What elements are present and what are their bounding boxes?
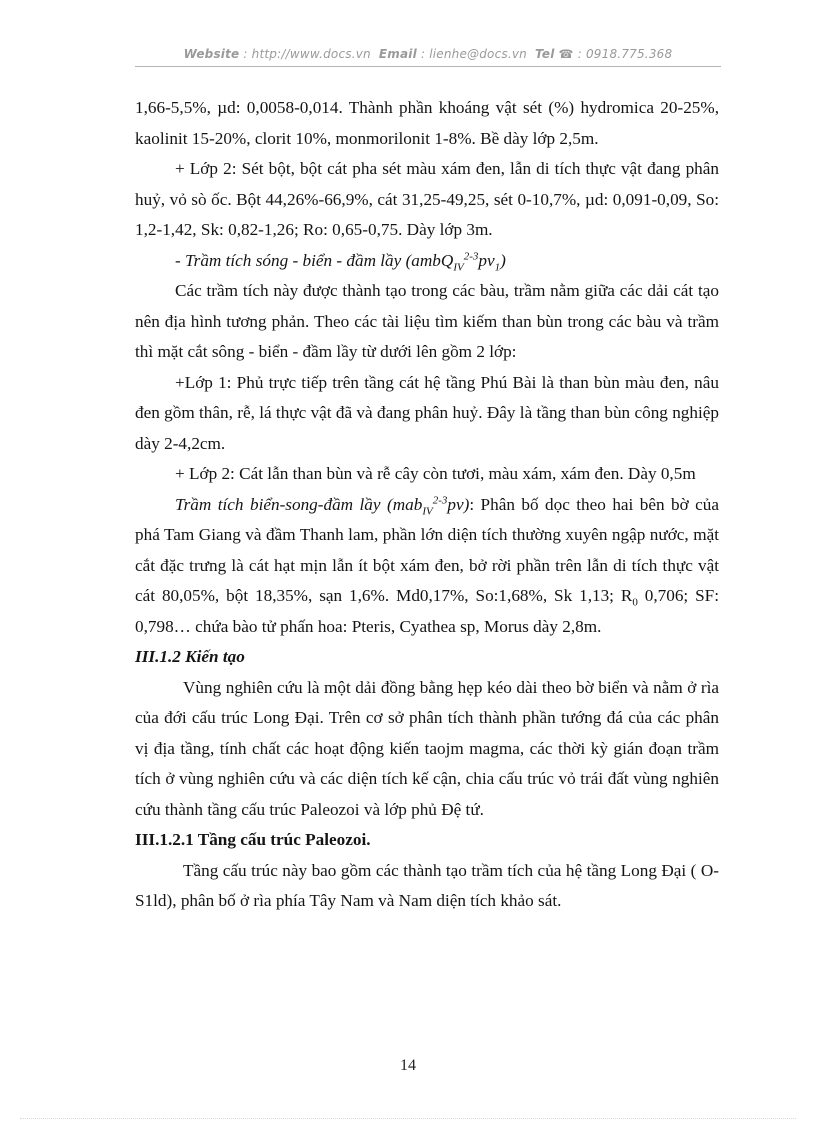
paragraph-1: 1,66-5,5%, µd: 0,0058-0,014. Thành phần khoáng vật sét (%) hydromica 20-25%, kaolinit 15-20%, clorit 10%, monmorilonit 1-8%. Bề dày lớp 2,5m. <box>135 98 719 148</box>
footer-divider <box>20 1118 796 1119</box>
tel-label: Tel <box>535 47 555 61</box>
tel-value: ☎ : 0918.775.368 <box>558 47 673 61</box>
header-divider <box>135 66 721 67</box>
page-header <box>135 47 721 61</box>
paragraph-layer-1: +Lớp 1: Phủ trực tiếp trên tầng cát hệ tầng Phú Bài là than bùn màu đen, nâu đen gồm thân, rễ, lá thực vật đã và đang phân huỷ. Đây là tầng than bùn công nghiệp dày 2-4,2cm. <box>135 372 719 453</box>
section-heading-tectonics: III.1.2 Kiến tạo <box>135 647 245 666</box>
document-body <box>135 93 719 917</box>
paragraph-formation: Các trầm tích này được thành tạo trong các bàu, trầm nằm giữa các dải cát tạo nên địa hình tương phản. Theo các tài liệu tìm kiếm than bùn trong các bàu và trầm thì mặt cắt sông - biển - đầm lầy từ dưới lên gồm 2 lớp: <box>135 281 719 361</box>
paragraph-paleozoic: Tầng cấu trúc này bao gồm các thành tạo trầm tích của hệ tầng Long Đại ( O-S1ld), phân bố ở rìa phía Tây Nam và Nam diện tích khảo sát. <box>135 860 719 910</box>
email-label: Email <box>378 47 417 61</box>
email-value: : lienhe@docs.vn <box>420 47 527 61</box>
section-heading-paleozoic: III.1.2.1 Tầng cấu trúc Paleozoi. <box>135 830 371 849</box>
paragraph-layer-2b: + Lớp 2: Cát lẫn than bùn và rễ cây còn tươi, màu xám, xám đen. Dày 0,5m <box>175 464 696 483</box>
paragraph-layer-2: + Lớp 2: Sét bột, bột cát pha sét màu xám đen, lẫn di tích thực vật đang phân huỷ, vỏ sò ốc. Bột 44,26%-66,9%, cát 31,25-49,25, sét 0-10,7%, µd: 0,091-0,09, So: 1,2-1,42, Sk: 0,82-1,26; Ro: 0,65-0,75. Dày lớp 3m. <box>135 159 719 239</box>
website-label: Website <box>183 47 240 61</box>
paragraph-marine-sediment: Trầm tích biển-song-đầm lầy (mab$_{IV}^{2-3}$pv): Phân bố dọc theo hai bên bờ của phá Tam Giang và đầm Thanh lam, phần lớn diện tích thường xuyên ngập nước, mặt cắt đặc trưng là cát hạt mịn lẫn ít bột xám đen, bở rời phần trên lẫn di tích thực vật cát 80,05%, bột 18,35%, sạn 1,6%. Md0,17%, So:1,68%, Sk 1,13; $R_0$ 0,706; SF: 0,798… chứa bào tử phấn hoa: Pteris, Cyathea sp, Morus dày 2,8m. <box>135 493 720 636</box>
paragraph-tectonics: Vùng nghiên cứu là một dải đồng bằng hẹp kéo dài theo bờ biển và nằm ở rìa của đới cấu trúc Long Đại. Trên cơ sở phân tích thành phần tướng đá của các phân vị địa tầng, tính chất các hoạt động kiến taojm magma, các thời kỳ gián đoạn trầm tích ở vùng nghiên cứu và các diện tích kế cận, chia cấu trúc vỏ trái đất vùng nghiên cứu thành tầng cấu trúc Paleozoi và lớp phủ Đệ tứ. <box>135 677 719 819</box>
website-value: : http://www.docs.vn <box>243 47 371 61</box>
page-number: 14 <box>400 1057 416 1074</box>
subheading-wave-sea-swamp: - Trầm tích sóng - biển - đầm lầy $(ambQ_{IV}^{2-3}pv_1)$ <box>175 249 506 273</box>
